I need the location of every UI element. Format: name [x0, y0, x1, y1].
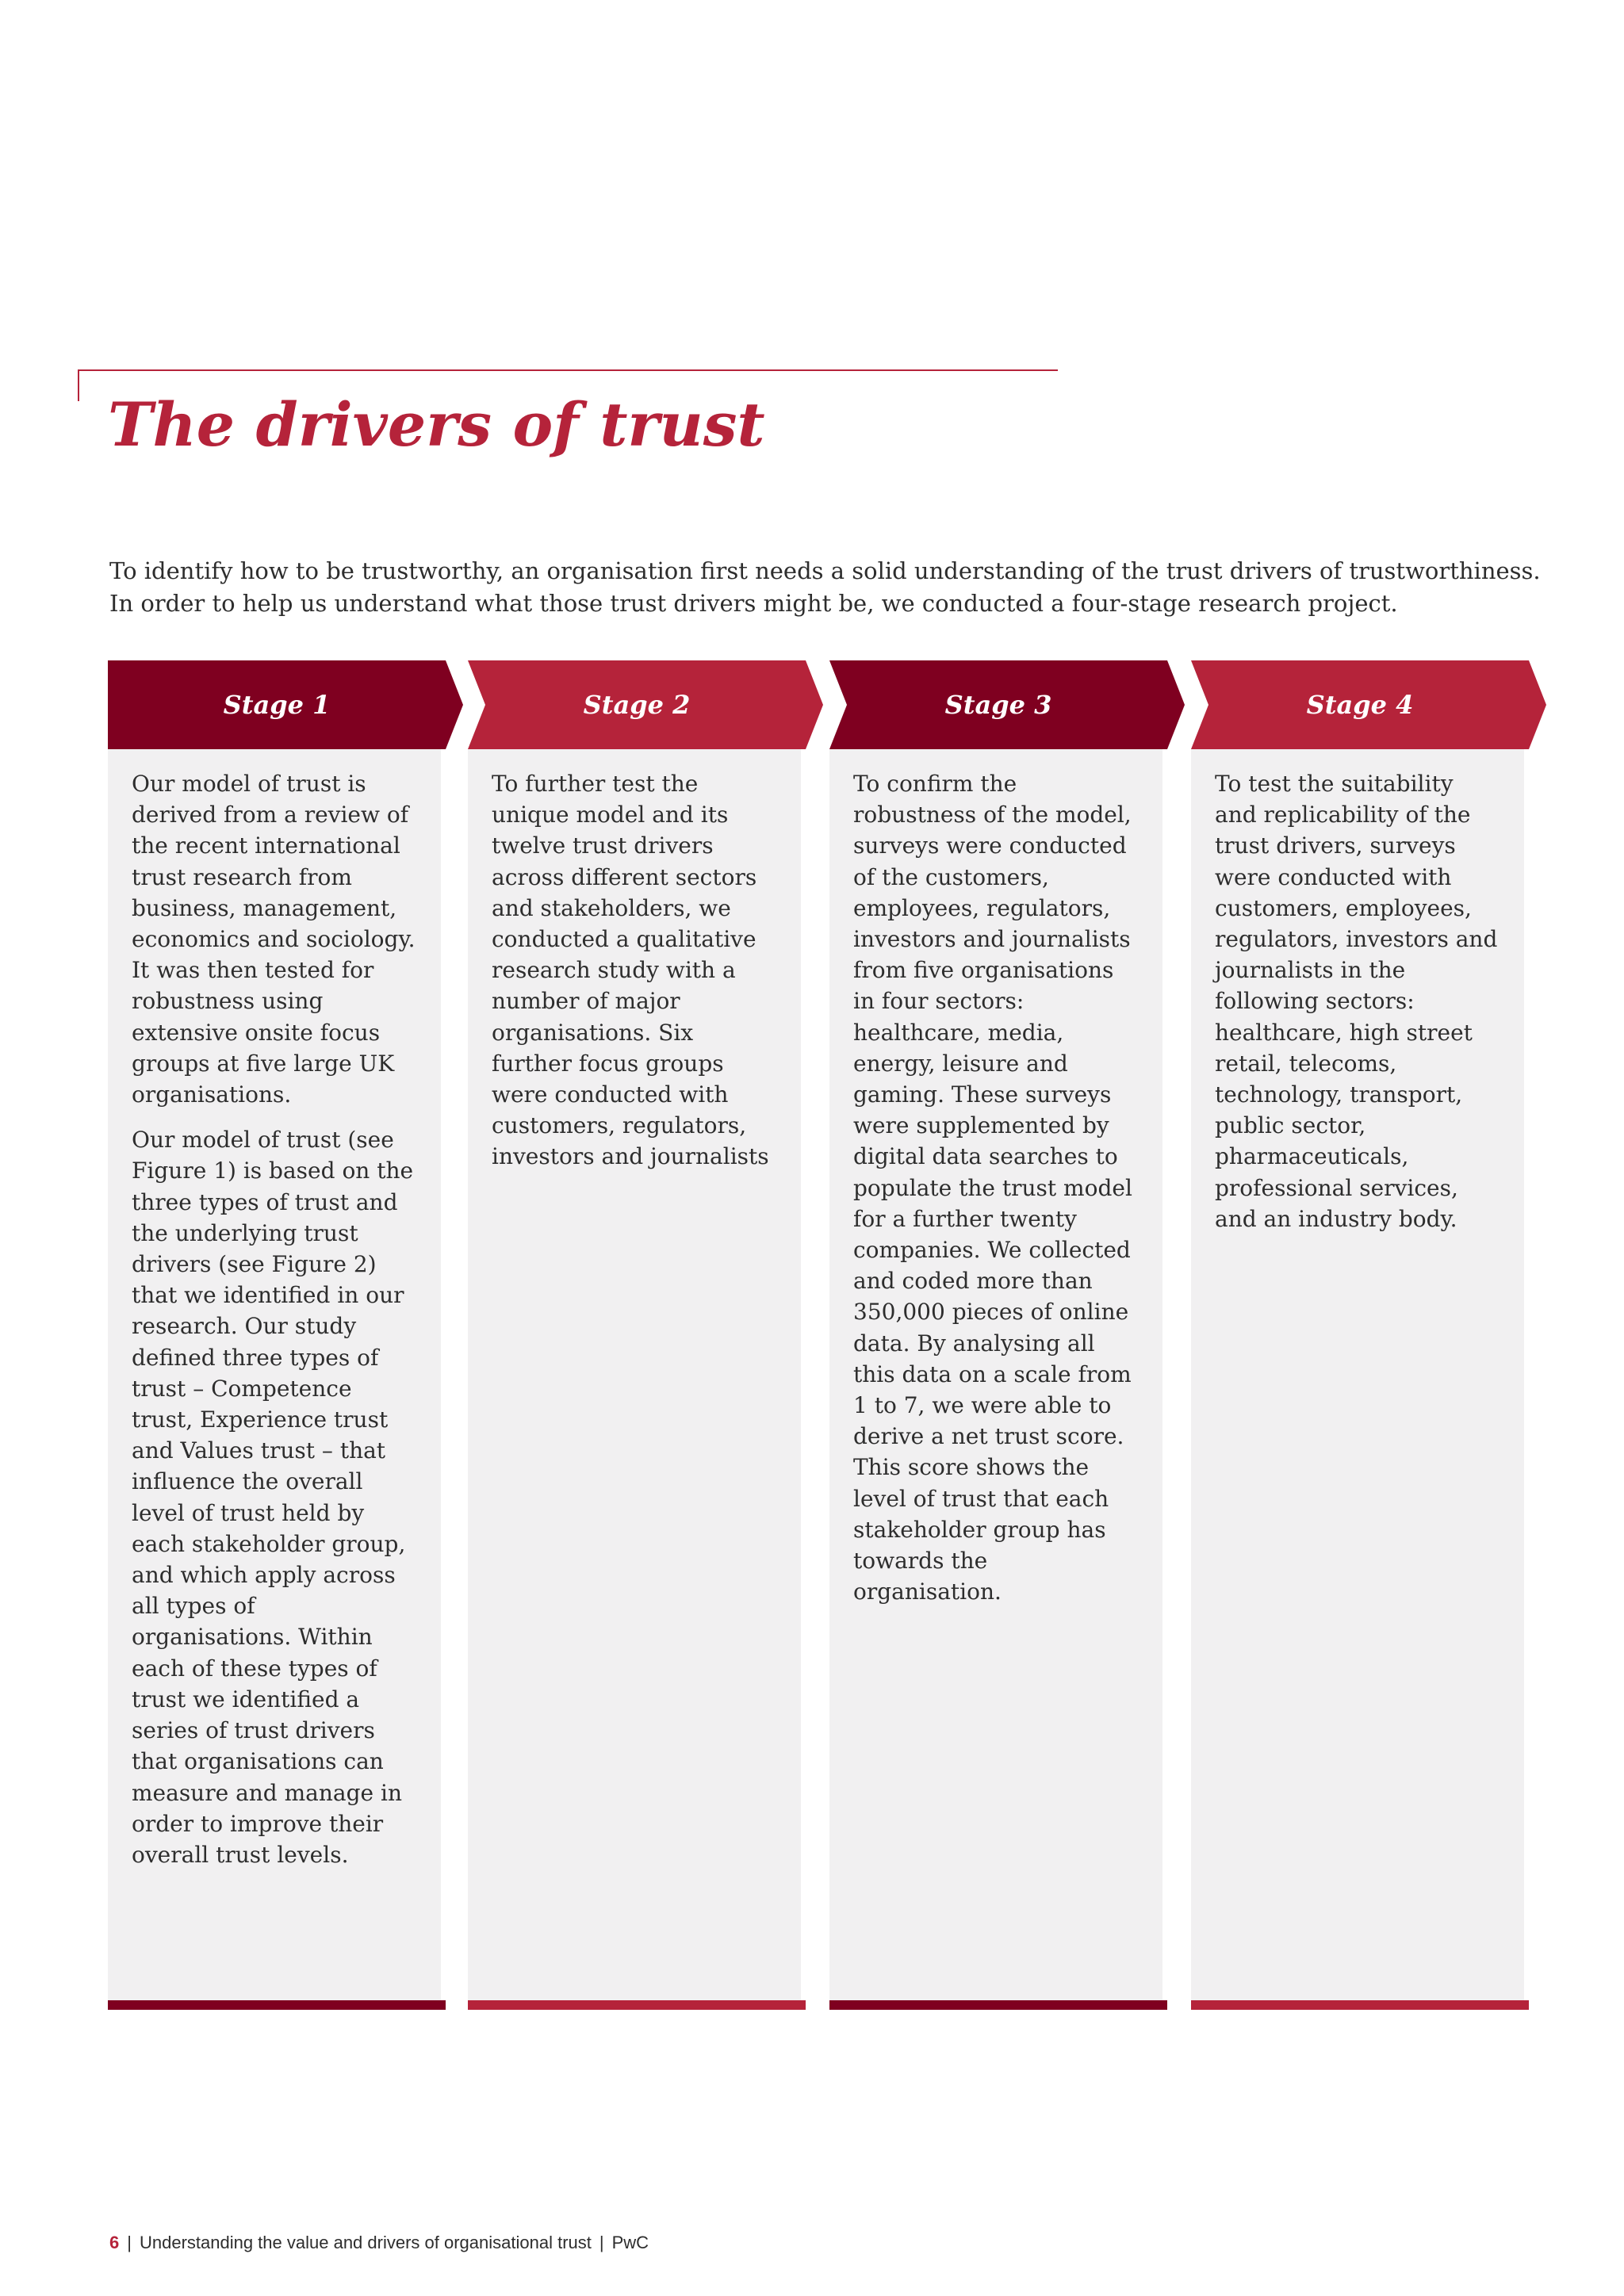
footer-separator: |	[127, 2233, 132, 2252]
stage-bottom-bar	[108, 2000, 446, 2010]
stage-text-panel	[1191, 749, 1524, 2000]
stage-paragraph: To further test the unique model and its twelve trust drivers across different sectors and stakeholders, we conducted a qualitative research study with a number of major organisations. Six further focus groups were conducted with customers, regulators, investors and journalists	[492, 771, 769, 1170]
stage-header	[468, 660, 806, 749]
page-number: 6	[109, 2233, 120, 2252]
intro-line-1: To identify how to be trustworthy, an organisation first needs a solid understanding of the trust drivers of trustworthiness.	[109, 557, 1541, 584]
intro-text	[109, 555, 1568, 620]
stage-paragraph: Our model of trust (see Figure 1) is based on the three types of trust and the underlying trust drivers (see Figure 2) that we identified in our research. Our study defined three types of trust – Competence trust, Experience trust and Values trust – that influence the overall level of trust held by each stakeholder group, and which apply across all types of organisations. Within each of these types of trust we identified a series of trust drivers that organisations can measure and manage in order to improve their overall trust levels.	[132, 1127, 414, 1868]
stage-column-1	[108, 660, 446, 1868]
stage-header	[108, 660, 446, 749]
stage-label: Stage 4	[1306, 690, 1414, 720]
page-title: The drivers of trust	[108, 389, 765, 460]
footer-brand: PwC	[611, 2233, 649, 2252]
stage-label: Stage 3	[944, 690, 1052, 720]
stage-text-panel	[468, 749, 801, 2000]
title-rule-vertical	[78, 369, 79, 401]
stage-bottom-bar	[468, 2000, 806, 2010]
stage-header	[1191, 660, 1529, 749]
title-rule-horizontal	[78, 369, 1058, 371]
stage-text-panel	[829, 749, 1162, 2000]
stage-paragraph: To confirm the robustness of the model, surveys were conducted of the customers, employees, regulators, investors and journalists from five organisations in four sectors: healthcare, media, energy, leisure and gaming. These surveys were supplemented by digital data searches to populate the trust model for a further twenty companies. We collected and coded more than 350,000 pieces of online data. By analysing all this data on a scale from 1 to 7, we were able to derive a net trust score. This score shows the level of trust that each stakeholder group has towards the organisation.	[853, 771, 1132, 1605]
stage-column-3	[829, 660, 1167, 1605]
stage-bottom-bar	[1191, 2000, 1529, 2010]
footer-publication-title: Understanding the value and drivers of organisational trust	[139, 2233, 592, 2252]
stage-text-panel	[108, 749, 441, 2000]
stage-label: Stage 2	[583, 690, 691, 720]
footer-separator: |	[599, 2233, 604, 2252]
stage-header	[829, 660, 1167, 749]
stage-column-2	[468, 660, 806, 1170]
stage-paragraph: To test the suitability and replicability of the trust drivers, surveys were conducted with customers, employees, regulators, investors and journalists in the following sectors: healthcare, high street retail, telecoms, technology, transport, public sector, pharmaceuticals, professional services, and an industry body.	[1215, 771, 1498, 1232]
stage-paragraph: Our model of trust is derived from a review of the recent international trust research from business, management, economics and sociology. It was then tested for robustness using extensive onsite focus groups at five large UK organisations.	[132, 771, 416, 1108]
intro-line-2: In order to help us understand what those trust drivers might be, we conducted a four-stage research project.	[109, 590, 1398, 617]
stage-column-4	[1191, 660, 1529, 1232]
stage-bottom-bar	[829, 2000, 1167, 2010]
page-footer	[109, 2233, 649, 2253]
stage-label: Stage 1	[223, 690, 331, 720]
